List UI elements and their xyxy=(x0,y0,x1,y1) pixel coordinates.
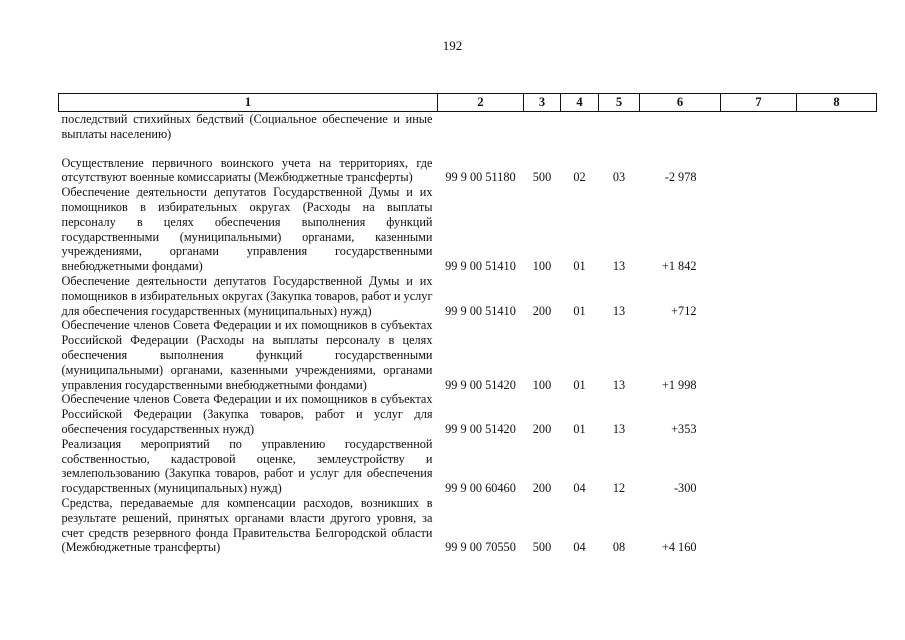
row-col4: 04 xyxy=(573,540,586,555)
row-code: 99 9 00 51420 xyxy=(445,377,516,392)
row-col5 xyxy=(599,112,640,142)
row-col4: 04 xyxy=(573,481,586,496)
row-description: Обеспечение членов Совета Федерации и их помощников в субъектах Российской Федерации (Расходы на выплаты персоналу в целях обеспечения выполнения функций государственными (муниципальными) органами, казенными учреждениями, органами управления государственными внебюджетными фондами) xyxy=(61,318,433,392)
row-col7 xyxy=(721,156,797,186)
table-row xyxy=(59,318,877,392)
spacer-cell xyxy=(59,142,877,156)
row-col3: 100 xyxy=(532,259,552,274)
row-col4: 01 xyxy=(573,303,586,318)
row-col4: 01 xyxy=(573,421,586,436)
row-col3: 100 xyxy=(532,377,552,392)
table-row xyxy=(59,496,877,555)
table-header-row xyxy=(59,94,877,112)
row-description: Реализация мероприятий по управлению государственной собственностью, кадастровой оценке, землеустройству и землепользованию (Закупка товаров, работ и услуг для обеспечения государственных (муниципальных) нужд) xyxy=(61,436,433,496)
column-header: 6 xyxy=(640,94,721,112)
row-col5: 13 xyxy=(612,421,626,436)
column-header: 1 xyxy=(59,94,438,112)
row-col3: 500 xyxy=(532,170,552,185)
row-col5: 12 xyxy=(612,481,626,496)
row-code: 99 9 00 51420 xyxy=(445,421,516,436)
row-col3: 500 xyxy=(532,540,552,555)
row-col8 xyxy=(797,112,877,142)
row-col3 xyxy=(524,112,561,142)
row-col5: 13 xyxy=(612,259,626,274)
row-code: 99 9 00 51410 xyxy=(445,259,516,274)
row-description: Обеспечение деятельности депутатов Государственной Думы и их помощников в избирательных округах (Расходы на выплаты персоналу в целях обеспечения выполнения функций государственными (муниципальными) органами, казенными учреждениями, органами управления государственными внебюджетными фондами) xyxy=(61,185,433,274)
row-code: 99 9 00 60460 xyxy=(445,481,516,496)
row-col4: 02 xyxy=(573,170,586,185)
row-col8 xyxy=(797,156,877,186)
column-header: 7 xyxy=(721,94,797,112)
row-code: 99 9 00 51180 xyxy=(445,170,516,185)
row-col5: 13 xyxy=(612,377,626,392)
row-col8 xyxy=(797,185,877,274)
row-amount: -300 xyxy=(673,481,697,496)
row-col3: 200 xyxy=(532,481,552,496)
row-description: Обеспечение деятельности депутатов Государственной Думы и их помощников в избирательных округах (Закупка товаров, работ и услуг для обеспечения государственных (муниципальных) нужд) xyxy=(61,273,433,318)
row-col7 xyxy=(721,318,797,392)
column-header: 4 xyxy=(561,94,599,112)
column-header: 2 xyxy=(438,94,524,112)
row-amount: +1 998 xyxy=(661,377,697,392)
row-col5: 03 xyxy=(612,170,626,185)
table-row xyxy=(59,185,877,274)
row-col7 xyxy=(721,185,797,274)
row-amount: +4 160 xyxy=(661,540,697,555)
table-row xyxy=(59,156,877,186)
row-col8 xyxy=(797,496,877,555)
row-code xyxy=(438,112,524,142)
row-col8 xyxy=(797,274,877,318)
budget-table xyxy=(58,93,877,555)
row-col3: 200 xyxy=(532,303,552,318)
row-col8 xyxy=(797,392,877,436)
row-col4 xyxy=(561,112,599,142)
row-col8 xyxy=(797,318,877,392)
row-amount: +1 842 xyxy=(661,259,697,274)
row-description: последствий стихийных бедствий (Социальное обеспечение и иные выплаты населению) xyxy=(61,112,433,141)
table-row xyxy=(59,274,877,318)
column-header: 3 xyxy=(524,94,561,112)
row-amount: +353 xyxy=(671,421,697,436)
table-row xyxy=(59,392,877,436)
row-code: 99 9 00 70550 xyxy=(445,540,516,555)
table-spacer xyxy=(59,142,877,156)
column-header: 8 xyxy=(797,94,877,112)
row-amount: -2 978 xyxy=(664,170,697,185)
row-amount xyxy=(640,112,721,142)
row-col3: 200 xyxy=(532,421,552,436)
row-col5: 13 xyxy=(612,303,626,318)
row-col8 xyxy=(797,437,877,496)
row-col7 xyxy=(721,274,797,318)
column-header: 5 xyxy=(599,94,640,112)
row-col7 xyxy=(721,437,797,496)
row-col4: 01 xyxy=(573,259,586,274)
row-col4: 01 xyxy=(573,377,586,392)
row-col7 xyxy=(721,496,797,555)
row-description: Средства, передаваемые для компенсации расходов, возникших в результате решений, принятых органами власти другого уровня, за счет средств резервного фонда Правительства Белгородской области (Межбюджетные трансферты) xyxy=(61,495,433,555)
row-description: Обеспечение членов Совета Федерации и их помощников в субъектах Российской Федерации (Закупка товаров, работ и услуг для обеспечения государственных нужд) xyxy=(61,392,433,436)
row-col5: 08 xyxy=(612,540,626,555)
row-code: 99 9 00 51410 xyxy=(445,303,516,318)
page-number: 192 xyxy=(442,38,463,53)
row-amount: +712 xyxy=(671,303,697,318)
table-row xyxy=(59,437,877,496)
table-row xyxy=(59,112,877,142)
row-col7 xyxy=(721,392,797,436)
row-description: Осуществление первичного воинского учета на территориях, где отсутствуют военные комиссариаты (Межбюджетные трансферты) xyxy=(61,155,433,185)
row-col7 xyxy=(721,112,797,142)
